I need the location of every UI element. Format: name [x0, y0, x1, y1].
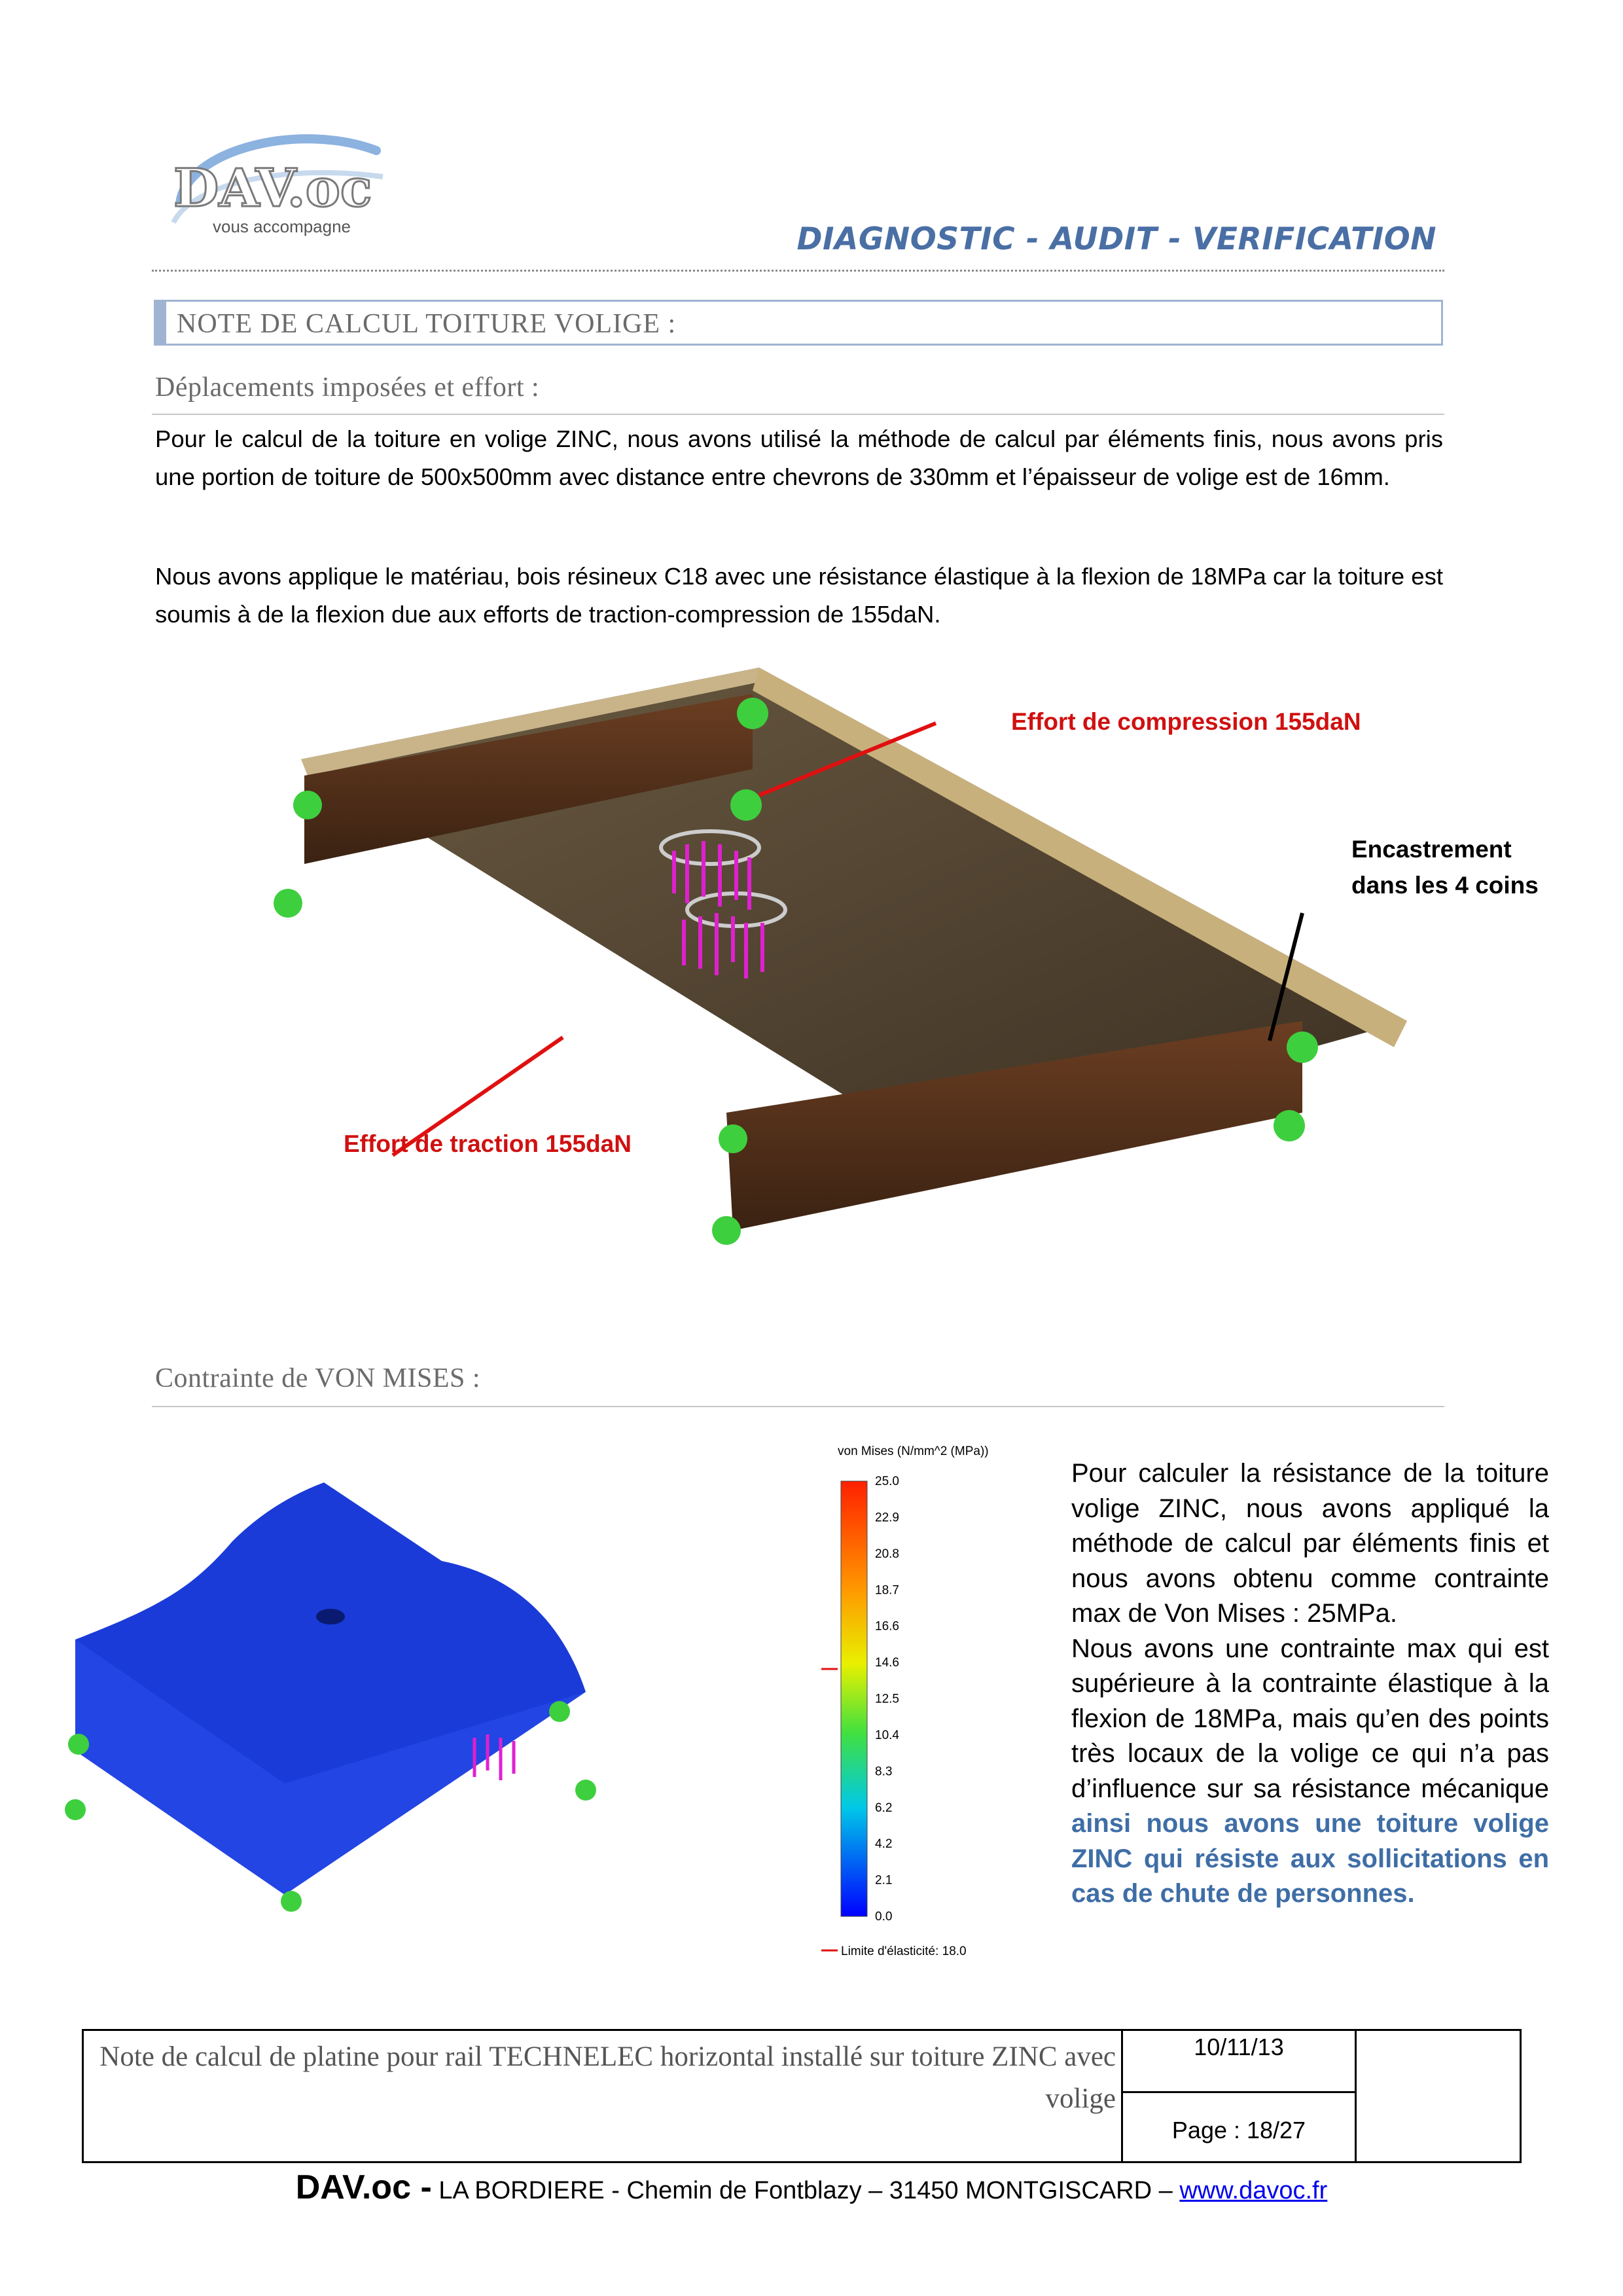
company-footer: [0, 2168, 1623, 2207]
label-fixation-line2: dans les 4 coins: [1351, 872, 1539, 899]
legend-title: von Mises (N/mm^2 (MPa)): [838, 1444, 989, 1458]
legend-limit-label: Limite d'élasticité: 18.0: [841, 1945, 967, 1958]
davoc-logo: [167, 124, 402, 268]
subsection-title-von-mises: Contrainte de VON MISES :: [155, 1363, 481, 1393]
roof-model-figure: [281, 655, 1539, 1309]
legend-ticks: [875, 1475, 899, 1924]
company-brand: DAV.oc -: [295, 2168, 432, 2206]
subsection-divider: [152, 1406, 1444, 1407]
conclusion-paragraph2: Nous avons une contrainte max qui est supérieure à la contrainte élastique à la flexion de 18MPa, mais qu’en des points très locaux de la volige ce qui n’a pas d’influence sur sa résistance mécanique: [1071, 1634, 1549, 1803]
company-website-link[interactable]: www.davoc.fr: [1179, 2177, 1328, 2204]
legend-tick-label: 2.1: [875, 1873, 893, 1888]
legend-tick-label: 22.9: [875, 1511, 899, 1525]
header-title: DIAGNOSTIC - AUDIT - VERIFICATION: [796, 221, 1436, 257]
label-fixation-line1: Encastrement: [1351, 836, 1512, 863]
paragraph-material: Nous avons applique le matériau, bois résineux C18 avec une résistance élastique à la flexion de 18MPa car la toiture est soumis à de la flexion due aux efforts de traction-compression de 155daN.: [155, 563, 1443, 628]
footer-date: 10/11/13: [1194, 2034, 1284, 2060]
header-divider: [152, 270, 1444, 272]
footer-page-number: Page : 18/27: [1123, 2091, 1355, 2163]
conclusion-highlight: ainsi nous avons une toiture volige ZINC qui résiste aux sollicitations en cas de chute de personnes.: [1071, 1809, 1549, 1908]
stress-point-hole: [316, 1609, 345, 1624]
label-traction: Effort de traction 155daN: [344, 1130, 632, 1157]
legend-colorbar: [841, 1481, 867, 1916]
legend-tick-label: 14.6: [875, 1656, 899, 1670]
legend-tick-label: 6.2: [875, 1801, 893, 1815]
legend-tick-label: 4.2: [875, 1837, 893, 1852]
von-mises-figure: [49, 1443, 1070, 1980]
section-title-bar: [156, 302, 166, 344]
conclusion-paragraph1: Pour calculer la résistance de la toiture volige ZINC, nous avons appliqué la méthode de calcul par éléments finis et nous avons obtenu comme contrainte max de Von Mises : 25MPa.: [1071, 1459, 1549, 1628]
subsection-divider: [152, 414, 1444, 415]
label-compression: Effort de compression 155daN: [1011, 708, 1361, 735]
legend-tick-label: 18.7: [875, 1583, 899, 1598]
logo-text: DAV.oc: [173, 157, 372, 219]
logo-tagline: vous accompagne: [213, 217, 351, 236]
legend-tick-label: 12.5: [875, 1692, 899, 1706]
footer-meta-cells: [1121, 2031, 1357, 2161]
paragraph-method: Pour le calcul de la toiture en volige ZINC, nous avons utilisé la méthode de calcul par éléments finis, nous avons pris une portion de toiture de 500x500mm avec distance entre chevrons de 330mm et l’épaisseur de volige est de 16mm.: [155, 425, 1443, 490]
footer-table: [82, 2029, 1522, 2163]
legend-tick-label: 20.8: [875, 1547, 899, 1561]
legend-tick-label: 10.4: [875, 1728, 899, 1742]
section-title: NOTE DE CALCUL TOITURE VOLIGE :: [177, 309, 677, 339]
von-mises-conclusion: [1071, 1456, 1549, 1912]
legend-tick-label: 8.3: [875, 1765, 893, 1779]
legend-tick-label: 16.6: [875, 1619, 899, 1634]
legend-tick-label: 0.0: [875, 1910, 893, 1924]
legend-tick-label: 25.0: [875, 1475, 899, 1488]
subsection-title-displacements: Déplacements imposées et effort :: [155, 372, 540, 403]
company-address: LA BORDIERE - Chemin de Fontblazy – 31450 MONTGISCARD –: [431, 2177, 1180, 2204]
section-title-box: [154, 300, 1443, 346]
footer-doc-title: Note de calcul de platine pour rail TECHNELEC horizontal installé sur toiture ZINC avec volige: [99, 2041, 1116, 2114]
